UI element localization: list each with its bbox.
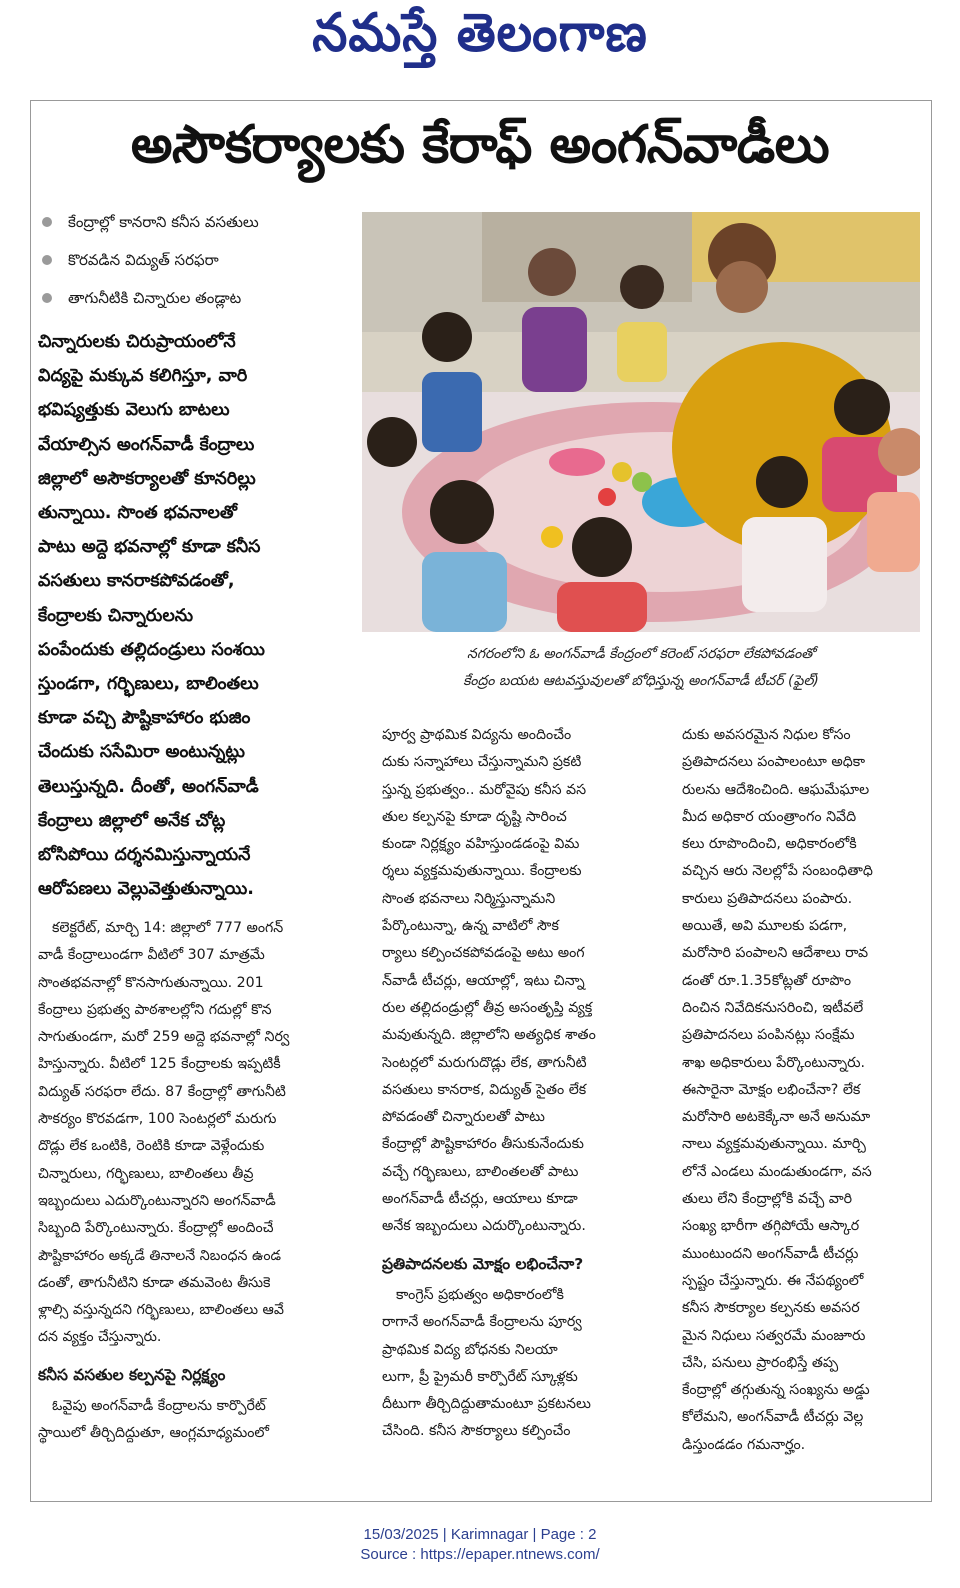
body-text-line: అయితే, అవి మూలకు పడగా, <box>682 918 848 935</box>
body-text-line: ర్శలు వ్యక్తమవుతున్నాయి. కేంద్రాలకు <box>382 863 582 880</box>
intro-line: చిన్నారులకు చిరుప్రాయంలోనే <box>38 332 236 352</box>
body-text-line: అనేక ఇబ్బందులు ఎదుర్కొంటున్నారు. <box>382 1218 586 1235</box>
body-text-line: ముంటుందని అంగన్‌వాడీ టీచర్లు <box>682 1245 859 1262</box>
body-text-line: వసతులు కానరాక, విద్యుత్ సైతం లేక <box>382 1081 587 1098</box>
body-text-line: డంతో రూ.1.35కోట్లతో రూపొం <box>682 972 852 989</box>
body-text-line: పూర్వ ప్రాథమిక విద్యను అందించేం <box>382 727 572 743</box>
body-text-line: శాఖ అధికారులు పేర్కొంటున్నారు. <box>682 1054 866 1071</box>
bullet-icon <box>42 293 52 303</box>
body-text-line: తులు లేని కేంద్రాల్లోకి వచ్చే వారి <box>682 1191 853 1208</box>
bullet-icon <box>42 217 52 227</box>
intro-line: ఆరోపణలు వెల్లువెత్తుతున్నాయి. <box>38 879 254 900</box>
body-text-line: దొడ్లు లేక ఒంటికి, రెంటికి కూడా వెళ్లేందుకు <box>38 1138 265 1155</box>
body-text-line: కుండా నిర్లక్ష్యం వహిస్తుండడంపై విమ <box>382 836 580 853</box>
body-text-line: ఓవైపు అంగన్‌వాడీ కేంద్రాలను కార్పొరేట్ <box>52 1398 266 1415</box>
intro-line: బోసిపోయి దర్శనమిస్తున్నాయనే <box>38 845 251 866</box>
body-text-line: స్తున్న ప్రభుత్వం.. మరోవైపు కనీస వస <box>382 781 587 798</box>
section-subheading: ప్రతిపాదనలకు మోక్షం లభించేనా? <box>382 1254 584 1273</box>
body-text-line: దించిన నివేదికనుసరించి, ఇటీవలే <box>682 999 864 1016</box>
body-text-line: నాలు వ్యక్తమవుతున్నాయి. మార్చి <box>682 1136 866 1153</box>
intro-line: జిల్లాలో అసౌకర్యాలతో కూనరిల్లు <box>38 468 256 489</box>
highlight-item: తాగునీటికి చిన్నారుల తండ్లాట <box>38 288 358 326</box>
body-text-line: కలెక్టరేట్, మార్చి 14: జిల్లాలో 777 అంగన్ <box>52 920 284 936</box>
body-text-line: వాడీ కేంద్రాలుండగా వీటిలో 307 మాత్రమే <box>38 947 265 964</box>
body-text-line: తుల కల్పనపై కూడా దృష్టి సారించ <box>382 808 567 825</box>
article-column-2 <box>382 722 652 1446</box>
body-text-line: మవుతున్నది. జిల్లాలోని అత్యధిక శాతం <box>382 1027 596 1044</box>
body-text-line: సంఖ్య భారీగా తగ్గిపోయే ఆస్కార <box>682 1218 860 1235</box>
body-text-line: న్‌వాడీ టీచర్లు, ఆయాల్లో, ఇటు చిన్నా <box>382 972 585 989</box>
body-text-line: రుల తల్లిదండ్రుల్లో తీవ్ర అసంతృప్తి వ్యక్త <box>382 999 593 1016</box>
body-text-line: డంతో, తాగునీటిని కూడా తమవెంట తీసుకె <box>38 1274 271 1291</box>
body-text-line: కనీస సౌకర్యాల కల్పనకు అవసర <box>682 1300 860 1317</box>
body-text-line: పేర్కొంటున్నా, ఉన్న వాటిలో సౌక <box>382 918 559 935</box>
body-text-line: రాగానే అంగన్‌వాడీ కేంద్రాలను పూర్వ <box>382 1314 582 1331</box>
intro-line: పంపేందుకు తల్లిదండ్రులు సంశయి <box>38 639 265 660</box>
body-text-line: పౌష్టికాహారం అక్కడే తినాలనే నిబంధన ఉండ <box>38 1247 282 1264</box>
body-text-line: వచ్చే గర్భిణులు, బాలింతలతో పాటు <box>382 1163 579 1180</box>
body-text-line: మైన నిధులు సత్వరమే మంజూరు <box>682 1327 866 1344</box>
body-text-line: ఇబ్బందులు ఎదుర్కొంటున్నారని అంగన్‌వాడీ <box>38 1192 276 1209</box>
highlights-list <box>38 212 358 326</box>
body-text-line: సిబ్బంది పేర్కొంటున్నారు. కేంద్రాల్లో అందించే <box>38 1220 274 1237</box>
body-text-line: లుగా, ప్రీ ప్రైమరీ కార్పొరేట్ స్కూళ్లకు <box>382 1368 578 1385</box>
intro-line: విద్యపై మక్కువ కలిగిస్తూ, వారి <box>38 366 248 387</box>
body-text-line: మరోసారి అటకెక్కేనా అనే అనుమా <box>682 1109 871 1126</box>
intro-line: కేంద్రాలు జిల్లాలో అనేక చోట్ల <box>38 810 226 831</box>
body-text-line: కాంగ్రెస్ ప్రభుత్వం అధికారంలోకి <box>396 1286 564 1303</box>
intro-line: వసతులు కానరాకపోవడంతో, <box>38 571 235 592</box>
article-column-1 <box>38 915 358 1448</box>
intro-line: చేందుకు ససేమిరా అంటున్నట్లు <box>38 742 245 763</box>
body-text-line: విద్యుత్ సరఫరా లేదు. 87 కేంద్రాల్లో తాగునీటి <box>38 1083 286 1100</box>
body-text-line: హిస్తున్నారు. వీటిలో 125 కేంద్రాలకు ఇప్పటికీ <box>38 1056 281 1073</box>
body-text-line: ప్రాథమిక విద్య బోధనకు నిలయా <box>382 1341 558 1358</box>
body-text-line: ప్రతిపాదనలు పంపినట్లు సంక్షేమ <box>682 1027 855 1044</box>
intro-paragraph <box>38 325 360 906</box>
bullet-icon <box>42 255 52 265</box>
body-text-line: కలు రూపొందించి, అధికారంలోకి <box>682 836 857 853</box>
intro-line: కూడా వచ్చి పౌష్టికాహారం భుజిం <box>38 708 251 729</box>
body-text-line: ప్రతిపాదనలు పంపాలంటూ అధికా <box>682 754 866 771</box>
body-text-line: కోలేమని, అంగన్‌వాడీ టీచర్లు వెల్ల <box>682 1409 864 1426</box>
highlight-item: కేంద్రాల్లో కానరాని కనీస వసతులు <box>38 212 358 250</box>
body-text-line: ర్యాలు కల్పించకపోవడంపై అటు అంగ <box>382 945 585 962</box>
intro-line: కేంద్రాలకు చిన్నారులను <box>38 605 194 626</box>
body-text-line: మీద అధికార యంత్రాంగం నివేది <box>682 808 857 825</box>
body-text-line: సెంటర్లలో మరుగుదొడ్లు లేక, తాగునీటి <box>382 1054 587 1071</box>
body-text-line: సాగుతుండగా, మరో 259 అద్దె భవనాల్లో నిర్వ <box>38 1029 290 1046</box>
body-text-line: దీటుగా తీర్చిదిద్దుతామంటూ ప్రకటనలు <box>382 1396 591 1413</box>
intro-line: వేయాల్సిన అంగన్‌వాడీ కేంద్రాలు <box>38 434 255 455</box>
intro-line: తెలుస్తున్నది. దీంతో, అంగన్‌వాడీ <box>38 776 259 797</box>
intro-line: భవిష్యత్తుకు వెలుగు బాటలు <box>38 400 230 421</box>
body-text-line: కారులు ప్రతిపాదనలు పంపారు. <box>682 890 853 907</box>
body-text-line: లోనే ఎండలు మండుతుండగా, వస <box>682 1163 872 1180</box>
body-text-line: సొంత భవనాలు నిర్మిస్తున్నామని <box>382 890 556 907</box>
footer-source-link[interactable]: Source : https://epaper.ntnews.com/ <box>360 1546 600 1563</box>
body-text-line: వచ్చిన ఆరు నెలల్లోపే సంబంధితాధి <box>682 863 873 880</box>
body-text-line: రులను ఆదేశించింది. ఆఘమేఘాల <box>682 781 870 798</box>
body-text-line: స్థాయిలో తీర్చిదిద్దుతూ, ఆంగ్లమాధ్యమంలో <box>38 1425 270 1442</box>
page-footer <box>0 1525 960 1565</box>
body-text-line: కేంద్రాలు ప్రభుత్వ పాఠశాలల్లోని గదుల్లో కొన <box>38 1001 272 1018</box>
body-text-line: చేసి, పనులు ప్రారంభిస్తే తప్ప <box>682 1354 839 1371</box>
article-headline: అసౌకర్యాలకు కేరాఫ్ అంగన్‌వాడీలు <box>130 115 830 175</box>
body-text-line: మరోసారి పంపాలని ఆదేశాలు రావ <box>682 945 869 962</box>
masthead-logo: నమస్తే తెలంగాణ <box>312 2 648 64</box>
section-subheading: కనీస వసతుల కల్పనపై నిర్లక్ష్యం <box>38 1365 226 1384</box>
intro-line: పాటు అద్దె భవనాల్లో కూడా కనీస <box>38 537 261 558</box>
body-text-line: సౌకర్యం కొరవడగా, 100 సెంటర్లలో మరుగు <box>38 1111 277 1128</box>
body-text-line: దుకు సన్నాహాలు చేస్తున్నామని ప్రకటి <box>382 754 582 771</box>
body-text-line: సొంతభవనాల్లో కొనసాగుతున్నాయి. 201 <box>38 974 264 991</box>
body-text-line: అంగన్‌వాడీ టీచర్లు, ఆయాలు కూడా <box>382 1191 578 1208</box>
body-text-line: ళ్లాల్సి వస్తున్నదని గర్భిణులు, బాలింతలు ఆవే <box>38 1302 284 1319</box>
body-text-line: చేసింది. కనీస సౌకర్యాలు కల్పించేం <box>382 1423 571 1440</box>
body-text-line: దుకు అవసరమైన నిధుల కోసం <box>682 727 851 743</box>
body-text-line: దన వ్యక్తం చేస్తున్నారు. <box>38 1329 162 1346</box>
body-text-line: కేంద్రాల్లో పౌష్టికాహారం తీసుకునేందుకు <box>382 1136 584 1153</box>
photo-caption: నగరంలోని ఓ అంగన్‌వాడీ కేంద్రంలో కరెంట్ సరఫరా లేకపోవడంతో కేంద్రం బయట ఆటవస్తువులతో బోధిస్తున్న అంగన్‌వాడీ టీచర్ (ఫైల్) <box>463 646 819 689</box>
intro-line: తున్నాయి. సొంత భవనాలతో <box>38 503 237 524</box>
body-text-line: డిస్తుండడం గమనార్హం. <box>682 1436 806 1453</box>
footer-date-line: 15/03/2025 | Karimnagar | Page : 2 <box>363 1526 597 1543</box>
body-text-line: చిన్నారులు, గర్భిణులు, బాలింతలు తీవ్ర <box>38 1165 254 1182</box>
article-photo <box>362 212 920 632</box>
intro-line: స్తుండగా, గర్భిణులు, బాలింతలు <box>38 674 259 695</box>
body-text-line: ఈసారైనా మోక్షం లభించేనా? లేక <box>682 1081 861 1098</box>
body-text-line: స్పష్టం చేస్తున్నారు. ఈ నేపథ్యంలో <box>682 1272 864 1289</box>
highlight-item: కొరవడిన విద్యుత్ సరఫరా <box>38 250 358 288</box>
body-text-line: కేంద్రాల్లో తగ్గుతున్న సంఖ్యను అడ్డు <box>682 1382 870 1399</box>
article-column-3 <box>682 722 922 1459</box>
body-text-line: పోవడంతో చిన్నారులతో పాటు <box>382 1109 545 1126</box>
